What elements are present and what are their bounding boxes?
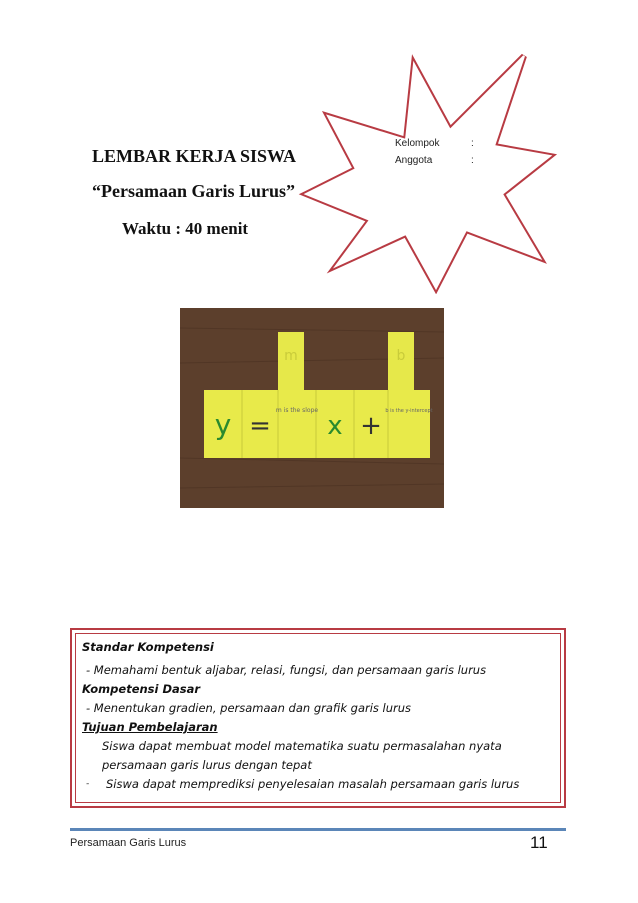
card-y: y (214, 408, 232, 441)
competency-content (82, 638, 519, 794)
field-anggota[interactable] (395, 152, 481, 169)
tujuan-item-1-line-2: persamaan garis lurus dengan tepat (102, 758, 312, 772)
group-info-fields (395, 135, 481, 169)
field-kelompok[interactable] (395, 135, 481, 152)
tujuan-item-2 (82, 775, 519, 794)
card-slope-text: m is the slope (275, 407, 319, 414)
card-plus: + (360, 411, 382, 441)
kompetensi-heading: Kompetensi Dasar (82, 682, 201, 696)
card-equals: = (249, 411, 271, 441)
field-colon: : (471, 138, 474, 149)
field-label: Anggota (395, 155, 433, 166)
kompetensi-item: - Menentukan gradien, persamaan dan grafik garis lurus (86, 701, 412, 715)
card-intercept-text: b is the y-intercept (385, 408, 433, 414)
field-colon: : (471, 155, 474, 166)
standar-heading: Standar Kompetensi (82, 640, 214, 654)
foldable-equation-photo (180, 308, 444, 508)
footer-divider (70, 828, 566, 831)
flap-b-label: b (396, 348, 406, 364)
worksheet-subtitle: “Persamaan Garis Lurus” (92, 181, 296, 201)
tujuan-item-2-bullet: - (86, 779, 90, 789)
time-allotment: Waktu : 40 menit (122, 219, 249, 238)
footer-title: Persamaan Garis Lurus (70, 837, 187, 849)
worksheet-title: LEMBAR KERJA SISWA (92, 146, 297, 166)
field-label: Kelompok (395, 138, 440, 149)
standar-item: - Memahami bentuk aljabar, relasi, fungsi, dan persamaan garis lurus (86, 663, 487, 677)
starburst-frame (288, 44, 558, 294)
tujuan-item-2-text: Siswa dapat memprediksi penyelesaian masalah persamaan garis lurus (106, 777, 520, 791)
tujuan-heading: Tujuan Pembelajaran (82, 720, 218, 734)
competency-box (70, 628, 566, 808)
flap-m-label: m (284, 348, 298, 364)
card-x: x (327, 411, 343, 441)
page-number: 11 (530, 833, 548, 852)
tujuan-item-1-line-1: Siswa dapat membuat model matematika suatu permasalahan nyata (102, 739, 502, 753)
